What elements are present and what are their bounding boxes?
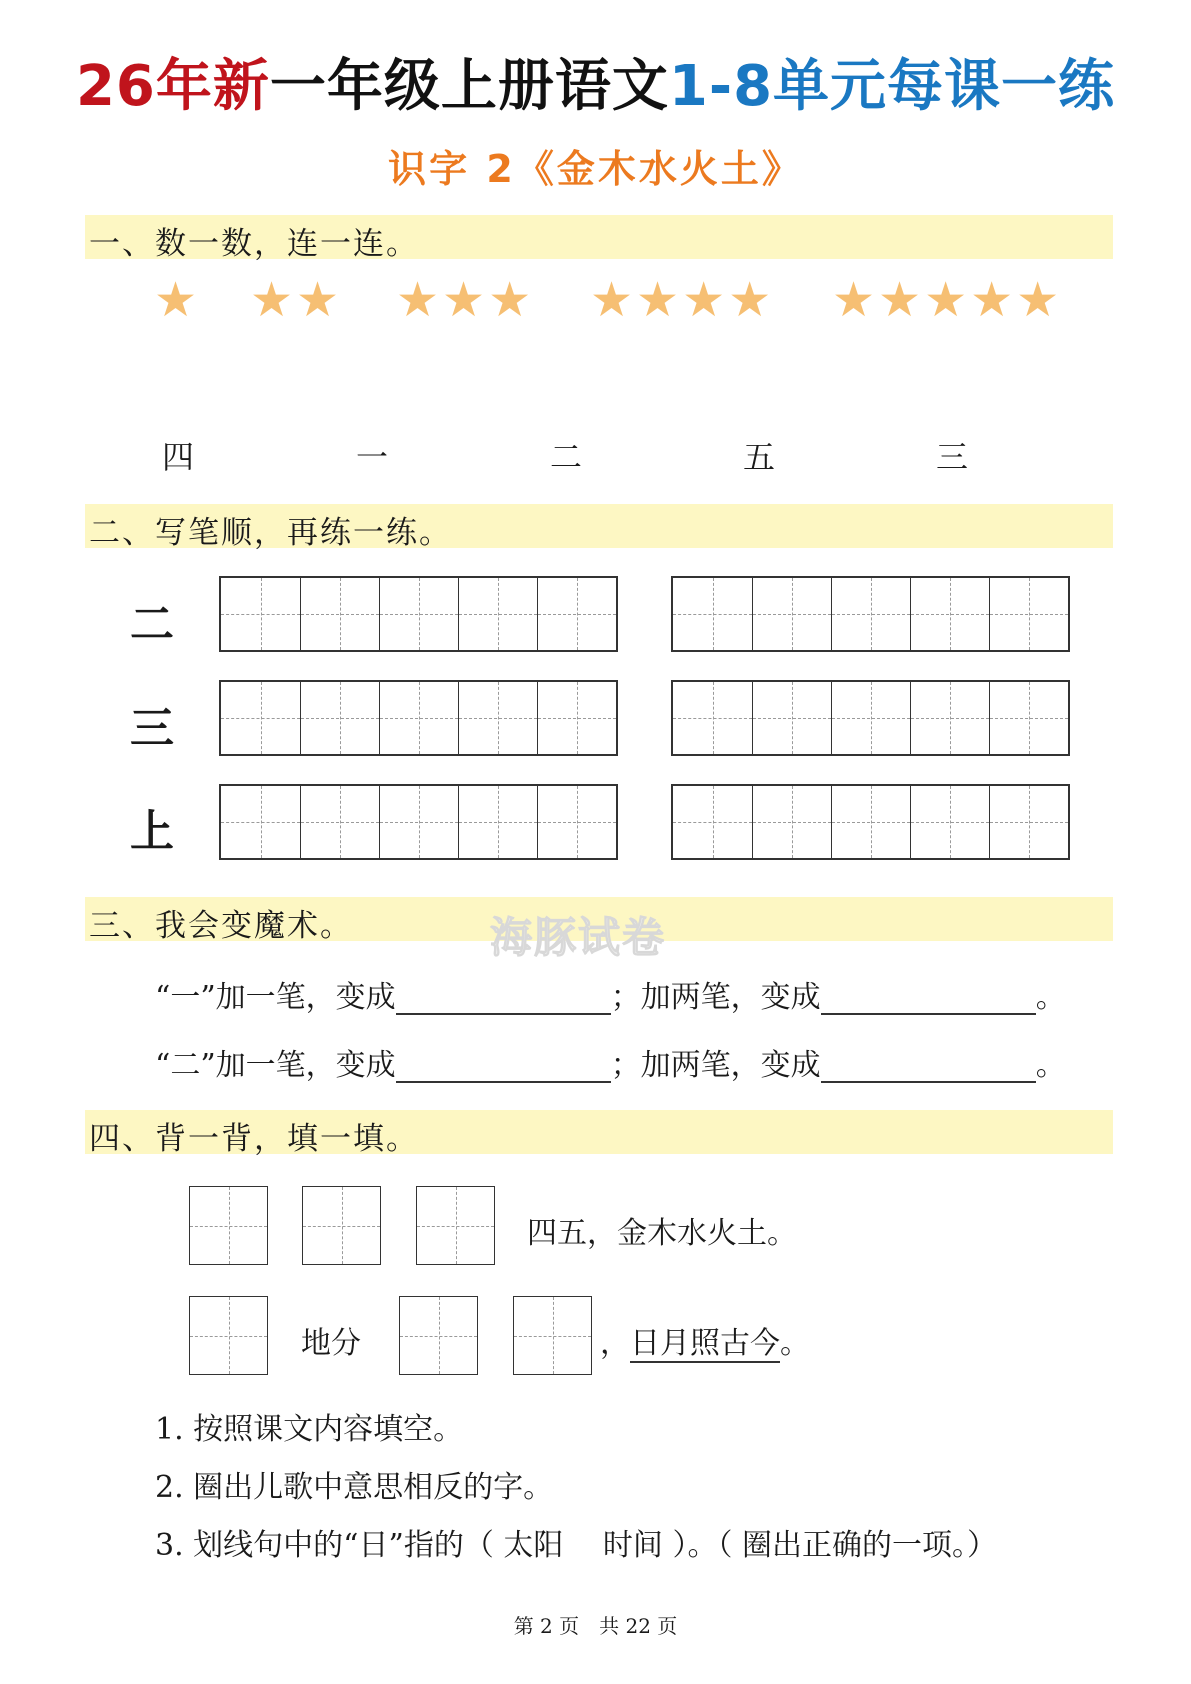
writing-cell[interactable] bbox=[989, 682, 1068, 754]
magic-line-2-end: 。 bbox=[1035, 1048, 1066, 1083]
answer-blank[interactable] bbox=[821, 983, 1036, 1015]
poem-line-2-end: 。 bbox=[780, 1326, 810, 1361]
question-1: 1. 按照课文内容填空。 bbox=[155, 1412, 464, 1447]
writing-grid-er-right[interactable] bbox=[671, 576, 1070, 652]
page-footer: 第 2 页 共 22 页 bbox=[513, 1614, 678, 1638]
section-4-heading: 四、背一背，填一填。 bbox=[89, 1121, 419, 1157]
star-group-2: ★★ bbox=[250, 272, 343, 328]
writing-cell[interactable] bbox=[221, 578, 300, 650]
number-three: 三 bbox=[936, 438, 969, 476]
writing-cell[interactable] bbox=[537, 682, 616, 754]
magic-line-1-end: 。 bbox=[1035, 980, 1066, 1015]
writing-grid-san-right[interactable] bbox=[671, 680, 1070, 756]
title-part-grade: 一年级上册语文 bbox=[269, 54, 669, 119]
number-four: 四 bbox=[162, 438, 195, 476]
writing-cell[interactable] bbox=[673, 786, 752, 858]
title-part-units: 1-8单元每课一练 bbox=[668, 54, 1116, 119]
writing-cell[interactable] bbox=[221, 786, 300, 858]
fill-box[interactable] bbox=[302, 1186, 381, 1265]
section-2-heading: 二、写笔顺，再练一练。 bbox=[89, 515, 452, 551]
writing-cell[interactable] bbox=[831, 786, 910, 858]
title-part-year: 26年新 bbox=[75, 54, 270, 119]
stroke-char-er: 二 bbox=[130, 599, 174, 650]
section-3-heading: 三、我会变魔术。 bbox=[89, 908, 353, 944]
magic-line-1-middle: ；加两笔，变成 bbox=[610, 980, 821, 1015]
writing-cell[interactable] bbox=[379, 786, 458, 858]
underlined-sentence: 日月照古今 bbox=[630, 1326, 780, 1361]
page-subtitle: 识字 2《金木水火土》 bbox=[388, 147, 803, 191]
poem-line-2-tail bbox=[600, 1318, 810, 1362]
question-2: 2. 圈出儿歌中意思相反的字。 bbox=[155, 1470, 554, 1505]
writing-cell[interactable] bbox=[752, 682, 831, 754]
writing-grid-shang-right[interactable] bbox=[671, 784, 1070, 860]
star-group-4: ★★★★ bbox=[590, 272, 775, 328]
magic-line-1 bbox=[155, 972, 1066, 1016]
writing-cell[interactable] bbox=[458, 682, 537, 754]
writing-grid-shang-left[interactable] bbox=[219, 784, 618, 860]
number-five: 五 bbox=[743, 438, 776, 476]
section-4-header bbox=[85, 1110, 1113, 1157]
number-two: 二 bbox=[550, 438, 583, 476]
writing-cell[interactable] bbox=[673, 682, 752, 754]
writing-cell[interactable] bbox=[989, 578, 1068, 650]
writing-cell[interactable] bbox=[910, 682, 989, 754]
writing-grid-er-left[interactable] bbox=[219, 576, 618, 652]
answer-blank[interactable] bbox=[821, 1051, 1036, 1083]
magic-line-2 bbox=[155, 1040, 1066, 1084]
section-1-heading: 一、数一数，连一连。 bbox=[89, 226, 419, 262]
writing-cell[interactable] bbox=[300, 578, 379, 650]
writing-cell[interactable] bbox=[221, 682, 300, 754]
fill-box[interactable] bbox=[189, 1186, 268, 1265]
magic-line-2-prefix: “二”加一笔，变成 bbox=[155, 1048, 396, 1083]
writing-cell[interactable] bbox=[537, 578, 616, 650]
writing-cell[interactable] bbox=[300, 786, 379, 858]
writing-cell[interactable] bbox=[300, 682, 379, 754]
star-group-1: ★ bbox=[154, 272, 201, 328]
writing-cell[interactable] bbox=[379, 578, 458, 650]
watermark-logo: 海豚试卷 bbox=[490, 913, 667, 962]
answer-blank[interactable] bbox=[396, 983, 611, 1015]
magic-line-2-middle: ；加两笔，变成 bbox=[610, 1048, 821, 1083]
answer-blank[interactable] bbox=[396, 1051, 611, 1083]
number-one: 一 bbox=[356, 438, 389, 476]
stroke-char-san: 三 bbox=[130, 703, 174, 754]
page-title bbox=[0, 42, 1191, 122]
writing-cell[interactable] bbox=[752, 786, 831, 858]
poem-line-1-text: 四五，金木水火土。 bbox=[527, 1216, 797, 1251]
writing-cell[interactable] bbox=[910, 786, 989, 858]
writing-cell[interactable] bbox=[537, 786, 616, 858]
writing-cell[interactable] bbox=[673, 578, 752, 650]
writing-cell[interactable] bbox=[910, 578, 989, 650]
writing-cell[interactable] bbox=[752, 578, 831, 650]
writing-cell[interactable] bbox=[989, 786, 1068, 858]
writing-cell[interactable] bbox=[458, 578, 537, 650]
fill-box[interactable] bbox=[513, 1296, 592, 1375]
question-3: 3. 划线句中的“日”指的（ 太阳 时间 ）。（ 圈出正确的一项。） bbox=[155, 1528, 997, 1563]
fill-box[interactable] bbox=[399, 1296, 478, 1375]
writing-grid-san-left[interactable] bbox=[219, 680, 618, 756]
poem-line-2-comma: ， bbox=[600, 1326, 630, 1361]
poem-line-2-mid: 地分 bbox=[301, 1326, 361, 1361]
writing-cell[interactable] bbox=[831, 578, 910, 650]
fill-box[interactable] bbox=[416, 1186, 495, 1265]
stroke-char-shang: 上 bbox=[130, 806, 174, 857]
writing-cell[interactable] bbox=[458, 786, 537, 858]
fill-box[interactable] bbox=[189, 1296, 268, 1375]
section-2-header bbox=[85, 504, 1113, 551]
star-group-3: ★★★ bbox=[396, 272, 535, 328]
magic-line-1-prefix: “一”加一笔，变成 bbox=[155, 980, 396, 1015]
writing-cell[interactable] bbox=[379, 682, 458, 754]
writing-cell[interactable] bbox=[831, 682, 910, 754]
section-1-header bbox=[85, 215, 1113, 262]
star-group-5: ★★★★★ bbox=[832, 272, 1063, 328]
